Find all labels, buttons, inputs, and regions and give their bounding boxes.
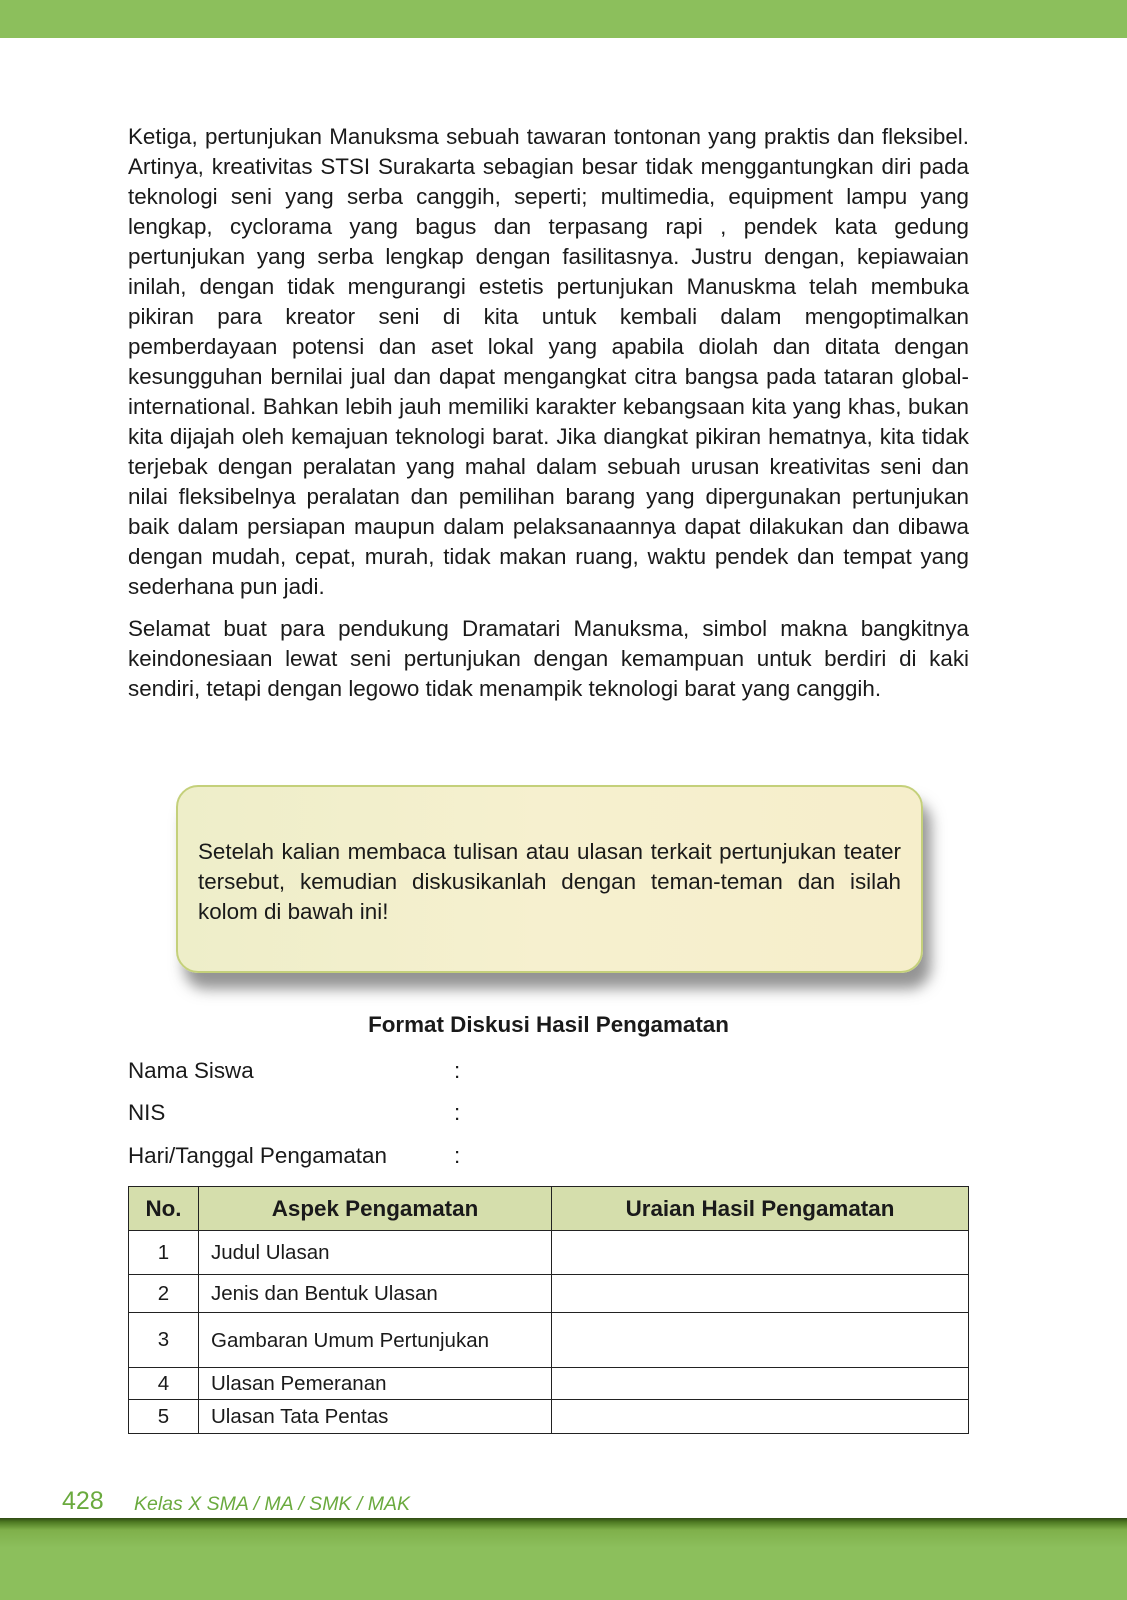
field-label: Nama Siswa — [128, 1058, 254, 1083]
observation-table — [128, 1186, 969, 1434]
field-colon: : — [454, 1143, 461, 1168]
header-result: Uraian Hasil Pengamatan — [552, 1187, 969, 1231]
table-row — [129, 1275, 969, 1313]
field-nis — [128, 1100, 688, 1132]
top-green-band — [0, 0, 1127, 38]
row-number: 4 — [129, 1368, 199, 1400]
row-result-cell[interactable] — [552, 1275, 969, 1313]
instruction-callout — [176, 785, 923, 973]
row-number: 3 — [129, 1313, 199, 1368]
row-aspect: Ulasan Pemeranan — [199, 1368, 552, 1400]
row-number: 1 — [129, 1231, 199, 1275]
row-result-cell[interactable] — [552, 1231, 969, 1275]
page-number: 428 — [62, 1487, 104, 1515]
paragraph-1: Ketiga, pertunjukan Manuksma sebuah tawaran tontonan yang praktis dan fleksibel. Artinya, kreativitas STSI Surakarta sebagian besar tidak menggantungkan diri pada teknologi seni yang serba canggih, seperti; multimedia, equipment lampu yang lengkap, cyclorama yang bagus dan terpasang rapi , pendek kata gedung pertunjukan yang serba lengkap dengan fasilitasnya. Justru dengan, kepiawaian inilah, dengan tidak mengurangi estetis pertunjukan Manuskma telah membuka pikiran para kreator seni di kita untuk kembali dalam mengoptimalkan pemberdayaan potensi dan aset lokal yang apabila diolah dan ditata dengan kesungguhan bernilai jual dan dapat mengangkat citra bangsa pada tataran global- international. Bahkan lebih jauh memiliki karakter kebangsaan kita yang khas, bukan kita dijajah oleh kemajuan teknologi barat. Jika diangkat pikiran hematnya, kita tidak terjebak dengan peralatan yang mahal dalam sebuah urusan kreativitas seni dan nilai fleksibelnya peralatan dan pemilihan barang yang dipergunakan pertunjukan baik dalam persiapan maupun dalam pelaksanaannya dapat dilakukan dan dibawa dengan mudah, cepat, murah, tidak makan ruang, waktu pendek dan tempat yang sederhana pun jadi. — [128, 124, 969, 599]
row-number: 2 — [129, 1275, 199, 1313]
table-row — [129, 1400, 969, 1434]
row-aspect: Ulasan Tata Pentas — [199, 1400, 552, 1434]
field-colon: : — [454, 1058, 461, 1083]
table-row — [129, 1368, 969, 1400]
callout-text: Setelah kalian membaca tulisan atau ulasan terkait pertunjukan teater tersebut, kemudian diskusikanlah dengan teman-teman dan isilah kolom di bawah ini! — [198, 839, 901, 924]
field-label: NIS — [128, 1100, 166, 1125]
row-result-cell[interactable] — [552, 1368, 969, 1400]
field-label: Hari/Tanggal Pengamatan — [128, 1143, 387, 1168]
header-aspect: Aspek Pengamatan — [199, 1187, 552, 1231]
field-colon: : — [454, 1100, 461, 1125]
paragraph-2: Selamat buat para pendukung Dramatari Manuksma, simbol makna bangkitnya keindonesiaan lewat seni pertunjukan dengan kemampuan untuk berdiri di kaki sendiri, tetapi dengan legowo tidak menampik teknologi barat yang canggih. — [128, 616, 969, 701]
bottom-green-band — [0, 1518, 1127, 1600]
class-label: Kelas X SMA / MA / SMK / MAK — [134, 1493, 410, 1515]
header-no: No. — [129, 1187, 199, 1231]
table-header-row — [129, 1187, 969, 1231]
form-title: Format Diskusi Hasil Pengamatan — [368, 1012, 729, 1037]
row-number: 5 — [129, 1400, 199, 1434]
row-aspect: Gambaran Umum Pertunjukan — [199, 1313, 552, 1368]
row-result-cell[interactable] — [552, 1400, 969, 1434]
table-row — [129, 1231, 969, 1275]
table-row — [129, 1313, 969, 1368]
body-text — [128, 122, 969, 716]
row-result-cell[interactable] — [552, 1313, 969, 1368]
row-aspect: Judul Ulasan — [199, 1231, 552, 1275]
field-hari-tanggal — [128, 1143, 688, 1175]
field-nama-siswa — [128, 1058, 688, 1090]
row-aspect: Jenis dan Bentuk Ulasan — [199, 1275, 552, 1313]
